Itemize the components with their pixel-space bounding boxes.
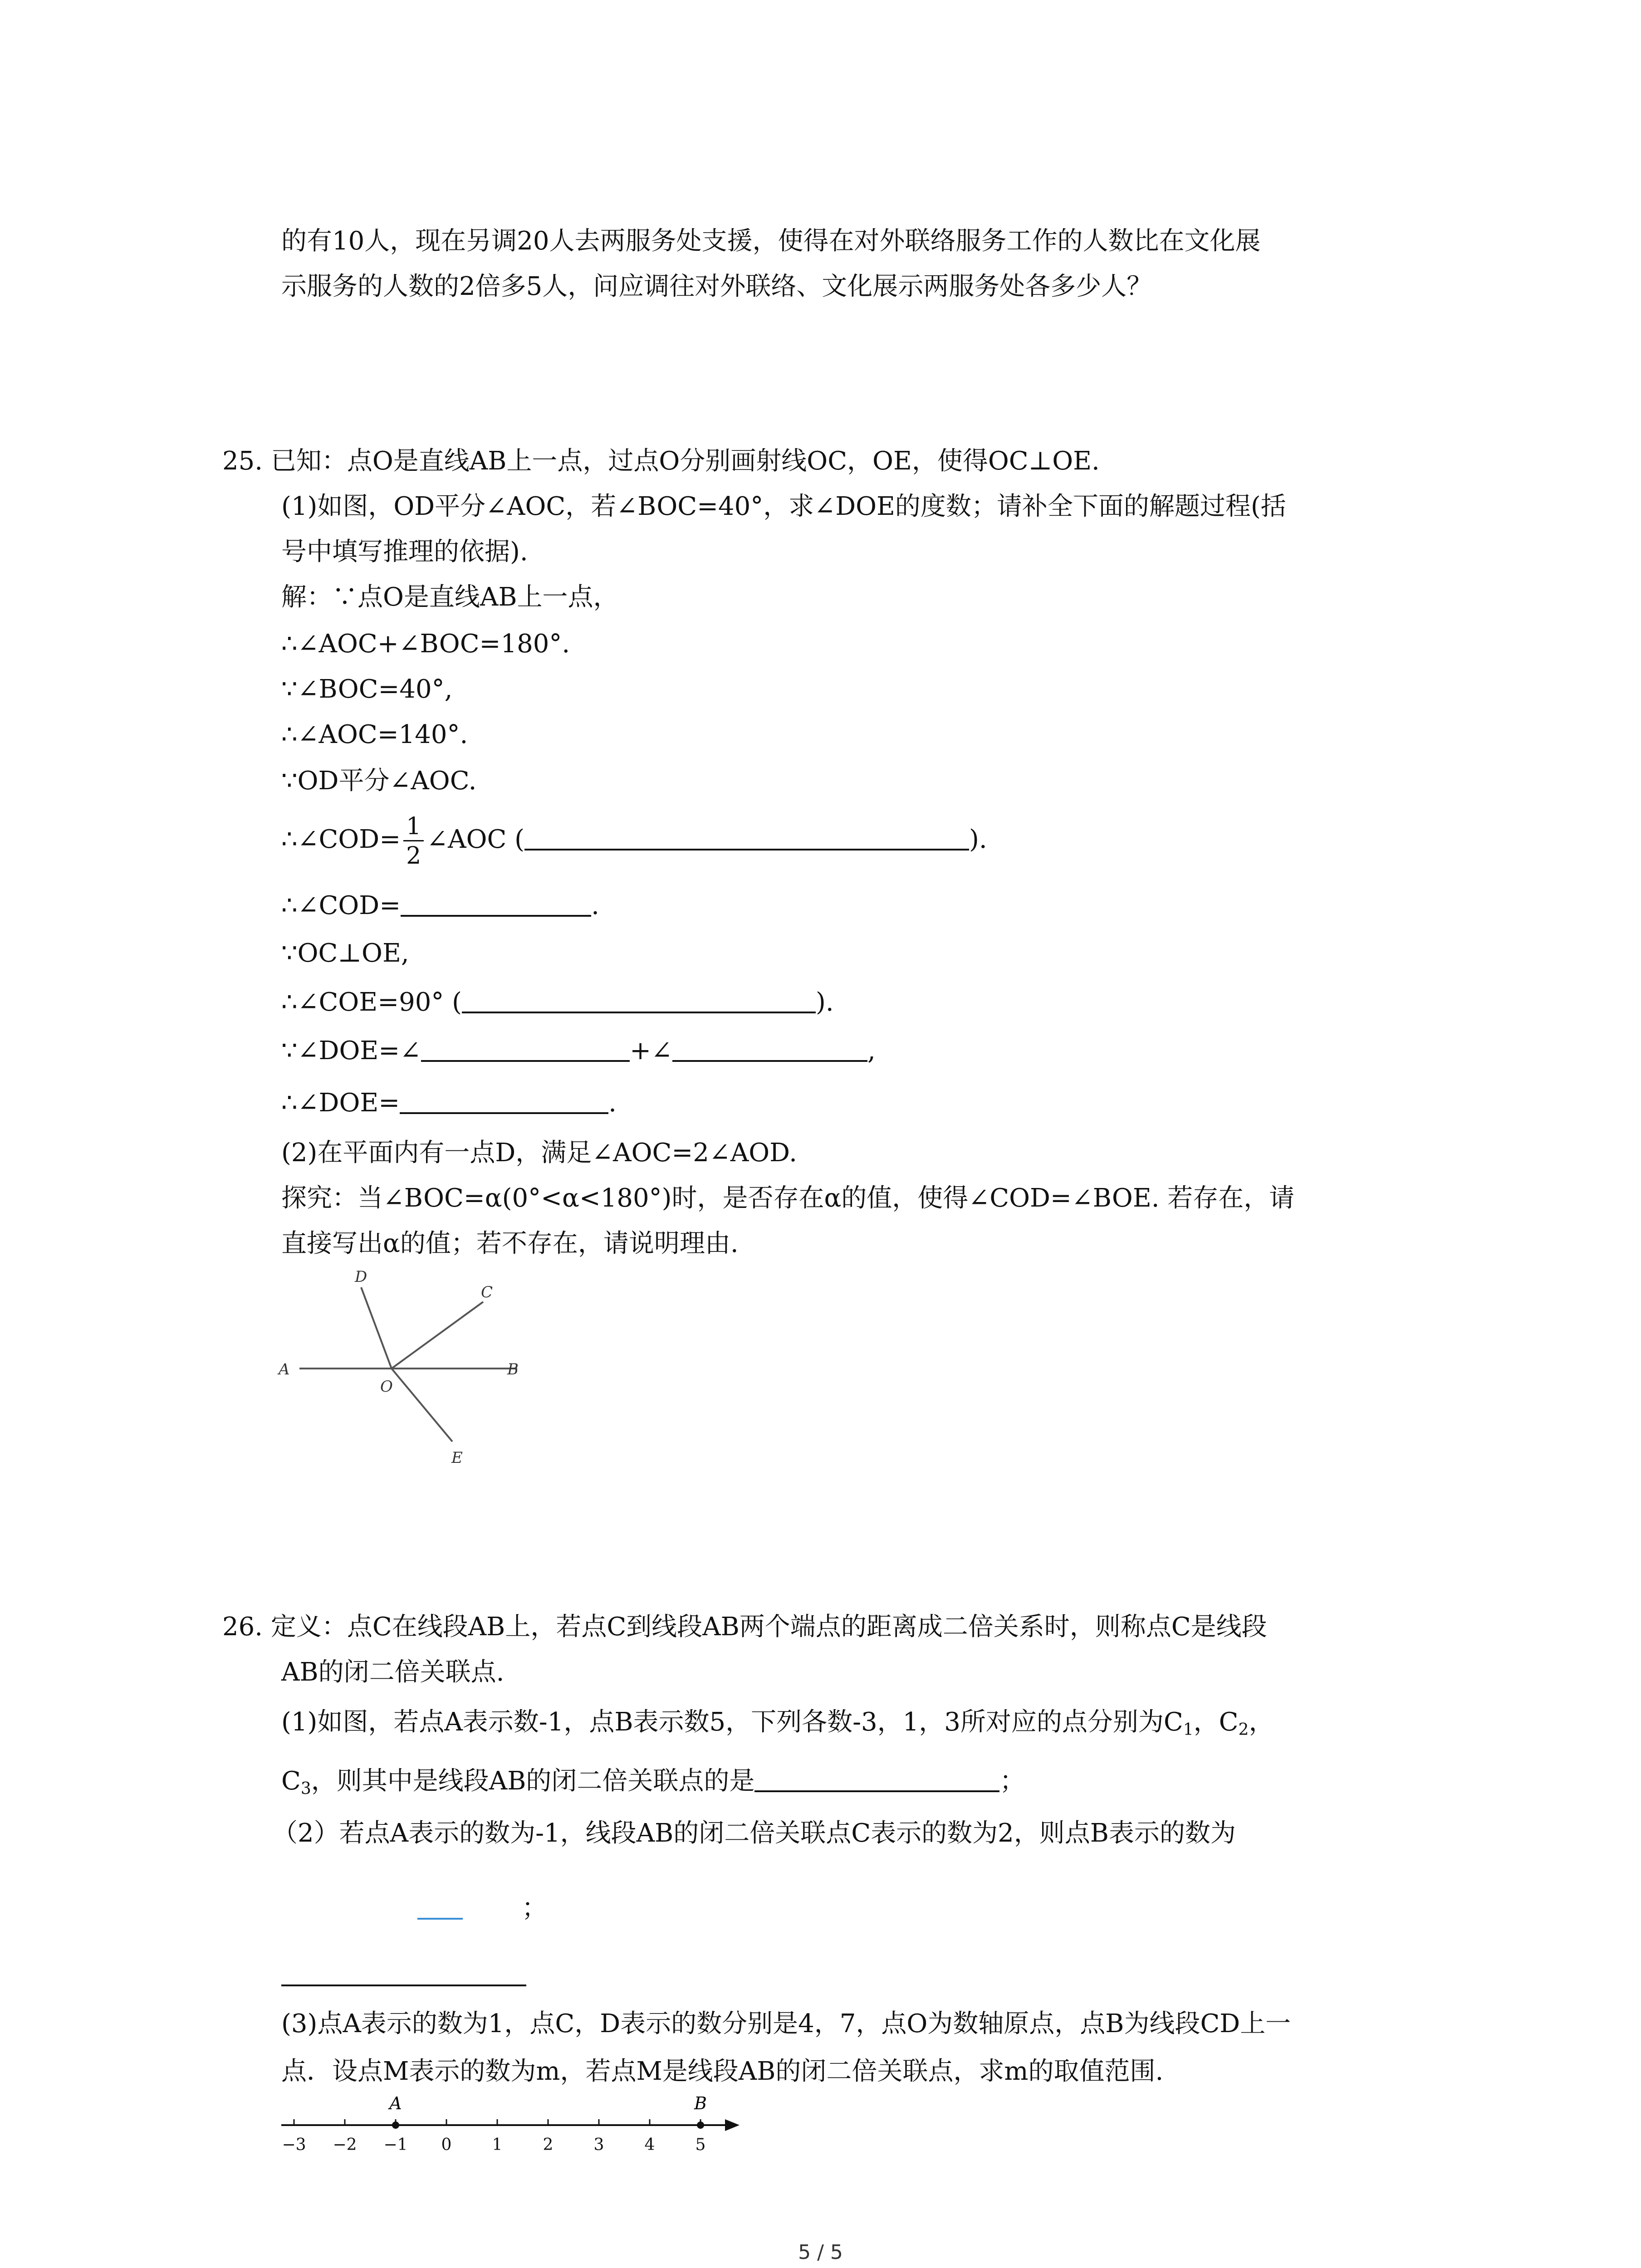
blank-angle-2[interactable] bbox=[672, 1033, 867, 1062]
q25-step-10-mid: +∠ bbox=[630, 1036, 672, 1066]
q26-c3-label: C bbox=[281, 1766, 301, 1796]
label-a: A bbox=[279, 1360, 290, 1378]
q25-step-1: 解：∵点O是直线AB上一点， bbox=[281, 582, 619, 612]
q25-number: 25. bbox=[222, 446, 263, 476]
blank-associated-points[interactable] bbox=[754, 1763, 999, 1792]
q25-step-6-post: ∠AOC ( bbox=[426, 825, 525, 854]
q25-step-11-pre: ∴∠DOE= bbox=[281, 1088, 400, 1118]
q26-part1-end: ； bbox=[999, 1766, 1025, 1796]
axis-arrow-icon bbox=[725, 2119, 740, 2131]
blank-reason-1[interactable] bbox=[524, 821, 969, 850]
label-d: D bbox=[355, 1268, 367, 1286]
axis-tick-label: 5 bbox=[695, 2136, 706, 2154]
q25-step-3: ∵∠BOC=40°, bbox=[281, 675, 453, 704]
q26-stem bbox=[222, 1608, 1267, 1646]
q25-step-10-end: , bbox=[867, 1036, 876, 1066]
axis-tick-label: −2 bbox=[333, 2136, 357, 2154]
blank-angle-1[interactable] bbox=[421, 1033, 630, 1062]
subscript-3: 3 bbox=[300, 1779, 311, 1798]
fraction-numerator: 1 bbox=[403, 815, 424, 841]
point-b-dot bbox=[697, 2121, 704, 2129]
axis-label-b: B bbox=[694, 2093, 707, 2113]
label-o: O bbox=[380, 1378, 393, 1396]
q26-part1-question: ，则其中是线段AB的闭二倍关联点的是 bbox=[311, 1766, 755, 1796]
divider-rule bbox=[281, 1984, 526, 1986]
q25-part2: (2)在平面内有一点D，满足∠AOC=2∠AOD. bbox=[281, 1138, 797, 1168]
q26-number: 26. bbox=[222, 1612, 263, 1642]
q26-c2-label: ，C bbox=[1193, 1707, 1239, 1737]
label-c: C bbox=[481, 1283, 493, 1301]
q25-step-6 bbox=[281, 815, 987, 868]
q25-stem bbox=[222, 442, 1100, 480]
blank-reason-2[interactable] bbox=[462, 984, 816, 1013]
axis-tick-label: 4 bbox=[644, 2136, 655, 2154]
q25-step-11-end: . bbox=[608, 1088, 617, 1118]
q25-step-8: ∵OC⊥OE, bbox=[281, 938, 409, 968]
q26-comma: ， bbox=[1249, 1707, 1274, 1737]
q26-part2-line1: （2）若点A表示的数为-1，线段AB的闭二倍关联点C表示的数为2，则点B表示的数为 bbox=[272, 1818, 1236, 1848]
q26-part3-line2: 点．设点M表示的数为m，若点M是线段AB的闭二倍关联点，求m的取值范围. bbox=[281, 2057, 1164, 2086]
q25-step-10-pre: ∵∠DOE=∠ bbox=[281, 1036, 421, 1066]
intro-line-2: 示服务的人数的2倍多5人，问应调往对外联络、文化展示两服务处各多少人？ bbox=[281, 272, 1152, 301]
q25-part2-line3: 直接写出α的值；若不存在，请说明理由. bbox=[281, 1229, 739, 1258]
q25-step-2: ∴∠AOC+∠BOC=180°. bbox=[281, 629, 570, 659]
axis-tick-label: 2 bbox=[543, 2136, 554, 2154]
q25-step-9-end: ). bbox=[816, 987, 834, 1017]
q25-step-9-pre: ∴∠COE=90° ( bbox=[281, 987, 462, 1017]
q25-angle-figure bbox=[272, 1261, 544, 1479]
q25-step-11 bbox=[281, 1084, 617, 1122]
fraction-one-half bbox=[403, 815, 424, 868]
q26-part3-line1: (3)点A表示的数为1，点C，D表示的数分别是4，7，点O为数轴原点，点B为线段CD上一 bbox=[281, 2009, 1291, 2038]
q26-part2-end: ； bbox=[522, 1893, 547, 1923]
q25-part1-line2: 号中填写推理的依据). bbox=[281, 537, 528, 567]
q25-part2-line2: 探究：当∠BOC=α(0°<α<180°)时，是否存在α的值，使得∠COD=∠BOE. 若存在，请 bbox=[281, 1183, 1295, 1213]
point-a-dot bbox=[392, 2121, 399, 2129]
q26-part1-line2 bbox=[281, 1762, 1025, 1808]
subscript-2: 2 bbox=[1238, 1721, 1249, 1739]
q25-step-9 bbox=[281, 983, 834, 1022]
q26-part1-text: (1)如图，若点A表示数-1，点B表示数5，下列各数-3，1，3所对应的点分别为C bbox=[281, 1707, 1183, 1737]
q25-stem-text: 已知：点O是直线AB上一点，过点O分别画射线OC，OE，使得OC⊥OE. bbox=[270, 446, 1100, 476]
q26-line2: AB的闭二倍关联点. bbox=[281, 1657, 505, 1687]
intro-line-1: 的有10人，现在另调20人去两服务处支援，使得在对外联络服务工作的人数比在文化展 bbox=[281, 226, 1261, 256]
fraction-denominator: 2 bbox=[406, 842, 421, 870]
q25-step-6-end: ). bbox=[969, 825, 987, 854]
q25-step-7-pre: ∴∠COD= bbox=[281, 891, 401, 920]
blank-answer-marker[interactable] bbox=[417, 1918, 463, 1920]
q26-part1-line1 bbox=[281, 1703, 1274, 1749]
q25-step-6-pre: ∴∠COD= bbox=[281, 825, 401, 854]
axis-tick-label: 3 bbox=[593, 2136, 604, 2154]
blank-doe-value[interactable] bbox=[400, 1085, 608, 1114]
q25-step-7-end: . bbox=[591, 891, 599, 920]
q25-part1-line1: (1)如图，OD平分∠AOC，若∠BOC=40°，求∠DOE的度数；请补全下面的解题过程(括 bbox=[281, 492, 1286, 521]
axis-tick-label: −3 bbox=[282, 2136, 306, 2154]
number-line bbox=[272, 2087, 753, 2159]
q25-step-10 bbox=[281, 1032, 876, 1070]
axis-tick-label: −1 bbox=[383, 2136, 408, 2154]
subscript-1: 1 bbox=[1183, 1721, 1194, 1739]
q25-step-7 bbox=[281, 887, 599, 925]
q26-line1: 定义：点C在线段AB上，若点C到线段AB两个端点的距离成二倍关系时，则称点C是线段 bbox=[270, 1612, 1267, 1642]
q25-step-4: ∴∠AOC=140°. bbox=[281, 720, 468, 749]
page-number: 5 / 5 bbox=[798, 2241, 843, 2264]
axis-tick-label: 0 bbox=[441, 2136, 452, 2154]
label-e: E bbox=[451, 1449, 463, 1467]
axis-label-a: A bbox=[389, 2093, 402, 2113]
label-b: B bbox=[507, 1360, 519, 1378]
q25-step-5: ∵OD平分∠AOC. bbox=[281, 766, 477, 796]
blank-cod-value[interactable] bbox=[401, 888, 591, 917]
axis-tick-label: 1 bbox=[492, 2136, 503, 2154]
